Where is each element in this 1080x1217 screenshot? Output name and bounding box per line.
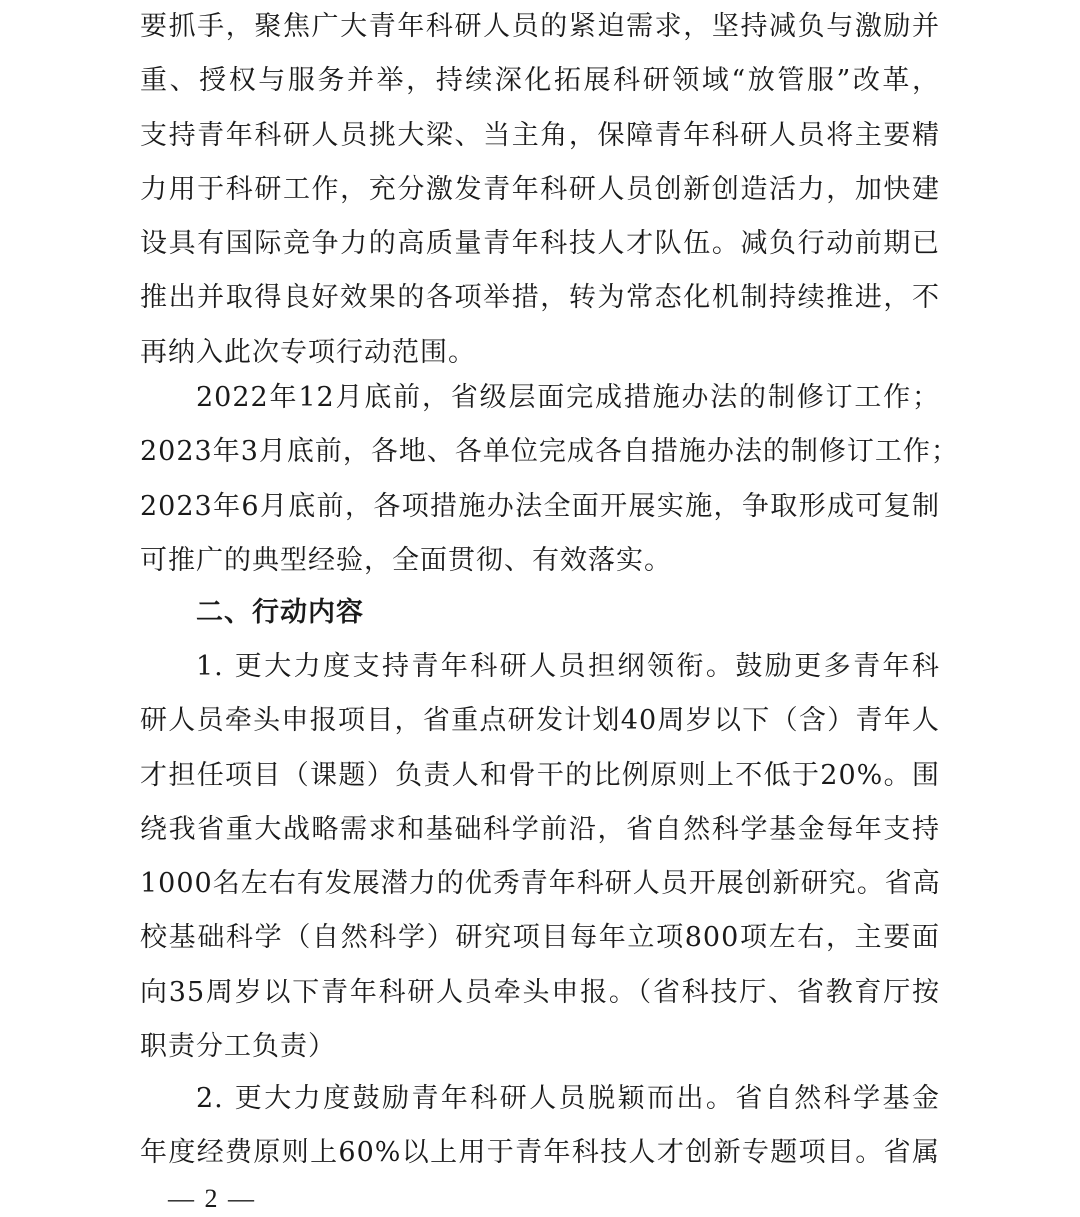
text-line: 2022年12月底前，省级层面完成措施办法的制修订工作； [196,382,940,413]
section-heading [140,586,940,640]
text-line: 校基础科学（自然科学）研究项目每年立项800项左右，主要面 [140,922,940,954]
item-2 [140,1072,940,1181]
paragraph-1 [140,0,940,380]
text-line: 力用于科研工作，充分激发青年科研人员创新创造活力，加快建 [140,173,940,205]
paragraph-2 [140,371,959,588]
text-line: 向35周岁以下青年科研人员牵头申报。（省科技厅、省教育厅按 [140,976,940,1008]
text-line: 可推广的典型经验，全面贯彻、有效落实。 [140,544,672,576]
text-line: 职责分工负责） [140,1031,336,1063]
text-line: 才担任项目（课题）负责人和骨干的比例原则上不低于20%。围 [140,759,940,791]
text-line: 年度经费原则上60%以上用于青年科技人才创新专题项目。省属 [140,1137,940,1169]
text-line: 再纳入此次专项行动范围。 [140,336,476,368]
text-line: 要抓手，聚焦广大青年科研人员的紧迫需求，坚持减负与激励并 [140,11,940,42]
text-line: 1000名左右有发展潜力的优秀青年科研人员开展创新研究。省高 [140,868,941,900]
text-line: 2. 更大力度鼓励青年科研人员脱颖而出。省自然科学基金 [196,1083,940,1114]
text-line: 设具有国际竞争力的高质量青年科技人才队伍。减负行动前期已 [140,228,940,260]
text-line: 2023年3月底前，各地、各单位完成各自措施办法的制修订工作； [140,436,959,468]
text-line: 支持青年科研人员挑大梁、当主角，保障青年科研人员将主要精 [140,119,940,151]
text-line: 绕我省重大战略需求和基础科学前沿，省自然科学基金每年支持 [140,813,940,845]
text-line: 研人员牵头申报项目，省重点研发计划40周岁以下（含）青年人 [140,705,940,737]
page-number: — 2 — [168,1184,256,1213]
text-line: 推出并取得良好效果的各项举措，转为常态化机制持续推进，不 [140,282,940,314]
item-1 [140,640,940,1074]
text-line: 1. 更大力度支持青年科研人员担纲领衔。鼓励更多青年科 [196,651,940,682]
text-line: 2023年6月底前，各项措施办法全面开展实施，争取形成可复制 [140,490,940,522]
section-heading-text: 二、行动内容 [196,597,364,628]
text-line: 重、授权与服务并举，持续深化拓展科研领域“放管服”改革， [140,65,940,97]
